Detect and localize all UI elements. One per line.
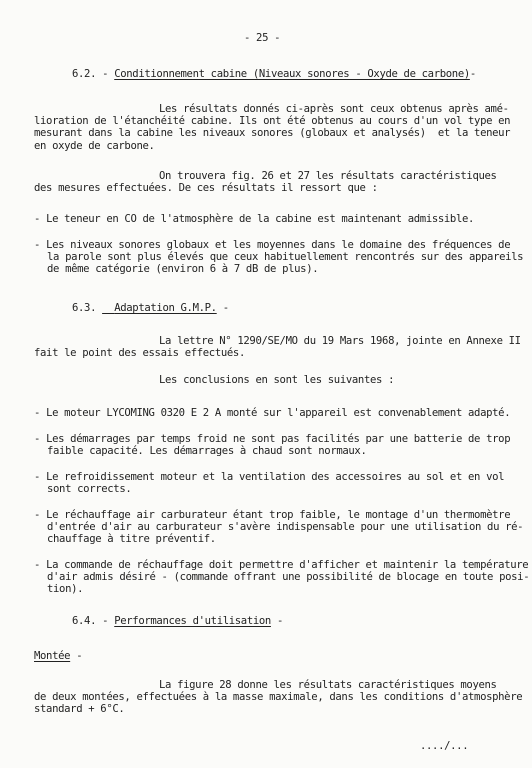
bullet-item: - Le réchauffage air carburateur étant trop faible, le montage d'un thermomètre [34,509,511,521]
subsection-title: Montée [34,650,71,662]
bullet-item: - Le teneur en CO de l'atmosphère de la cabine est maintenant admissible. [34,213,475,225]
section-number: 6.4. [72,615,97,627]
paragraph-line: des mesures effectuées. De ces résultats il ressort que : [34,182,378,194]
bullet-text: Les démarrages par temps froid ne sont pas facilités par une batterie de trop [46,433,511,445]
section-title: Conditionnement cabine (Niveaux sonores - Oxyde de carbone) [114,68,470,80]
paragraph-line: mesurant dans la cabine les niveaux sonores (globaux et analysés) et la teneur [34,127,511,139]
section-title: _ Adaptation G.M.P. [102,302,217,314]
section-title: Performances d'utilisation [114,615,271,627]
bullet-continuation: la parole sont plus élevés que ceux habituellement rencontrés sur des appareils [47,251,524,263]
paragraph-line: de deux montées, effectuées à la masse maximale, dans les conditions d'atmosphère [34,691,523,703]
bullet-item: - Les niveaux sonores globaux et les moyennes dans le domaine des fréquences de [34,239,511,251]
paragraph-line: lioration de l'étanchéité cabine. Ils ont été obtenus au cours d'un vol type en [34,115,511,127]
continuation-mark: ..../... [420,740,469,752]
bullet-continuation: de même catégorie (environ 6 à 7 dB de plus). [47,263,319,275]
section-6-4-heading: 6.4. - Performances d'utilisation - [72,615,284,627]
bullet-item: - Les démarrages par temps froid ne sont pas facilités par une batterie de trop [34,433,511,445]
bullet-text: Le moteur LYCOMING 0320 E 2 A monté sur l'appareil est convenablement adapté. [46,407,511,419]
bullet-continuation: tion). [47,583,84,595]
paragraph-line: fait le point des essais effectués. [34,347,245,359]
bullet-text: Le refroidissement moteur et la ventilation des accessoires au sol et en vol [46,471,505,483]
section-6-3-heading: 6.3. _ Adaptation G.M.P. - [72,302,229,314]
section-number: 6.3. [72,302,97,314]
bullet-item: - La commande de réchauffage doit permettre d'afficher et maintenir la température [34,559,529,571]
page-number: - 25 - [244,32,281,44]
bullet-item: - Le moteur LYCOMING 0320 E 2 A monté sur l'appareil est convenablement adapté. [34,407,511,419]
bullet-text: Le teneur en CO de l'atmosphère de la cabine est maintenant admissible. [46,213,475,225]
paragraph-line: La figure 28 donne les résultats caractéristiques moyens [159,679,497,691]
paragraph-line: Les conclusions en sont les suivantes : [159,374,395,386]
bullet-continuation: faible capacité. Les démarrages à chaud sont normaux. [47,445,367,457]
section-6-2-heading: 6.2. - Conditionnement cabine (Niveaux sonores - Oxyde de carbone)- [72,68,476,80]
paragraph-line: standard + 6°C. [34,703,125,715]
paragraph-line: La lettre N° 1290/SE/MO du 19 Mars 1968, jointe en Annexe II [159,335,521,347]
bullet-text: Le réchauffage air carburateur étant trop faible, le montage d'un thermomètre [46,509,511,521]
paragraph-line: On trouvera fig. 26 et 27 les résultats caractéristiques [159,170,497,182]
paragraph-line: en oxyde de carbone. [34,140,155,152]
bullet-continuation: chauffage à titre préventif. [47,533,216,545]
bullet-continuation: sont corrects. [47,483,132,495]
section-number: 6.2. [72,68,97,80]
bullet-continuation: d'air admis désiré - (commande offrant une possibilité de blocage en toute posi- [47,571,530,583]
bullet-item: - Le refroidissement moteur et la ventilation des accessoires au sol et en vol [34,471,505,483]
bullet-text: La commande de réchauffage doit permettre d'afficher et maintenir la température [46,559,529,571]
bullet-text: Les niveaux sonores globaux et les moyennes dans le domaine des fréquences de [46,239,511,251]
subsection-heading: Montée - [34,650,83,662]
paragraph-line: Les résultats donnés ci-après sont ceux obtenus après amé- [159,103,509,115]
bullet-continuation: d'entrée d'air au carburateur s'avère indispensable pour une utilisation du ré- [47,521,524,533]
